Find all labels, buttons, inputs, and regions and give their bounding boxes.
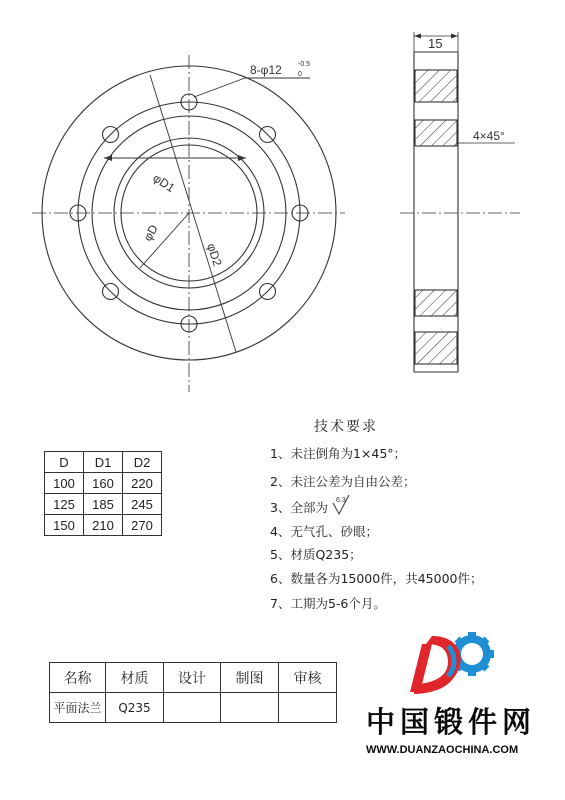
req-item-6: 6、数量各为15000件，共45000件；: [270, 571, 483, 586]
section-hatch: [415, 120, 457, 146]
roughness-symbol-icon: [332, 494, 356, 516]
table-header: D1: [84, 452, 123, 473]
table-cell: 220: [123, 473, 162, 494]
dia-d-label: φD: [140, 222, 161, 244]
hole-leader: [194, 78, 245, 97]
part-name: 平面法兰: [50, 693, 106, 723]
front-view-labels: [140, 61, 310, 268]
site-name-cn: 中国锻件网: [366, 705, 537, 739]
table-cell: 160: [84, 473, 123, 494]
table-header: D: [45, 452, 84, 473]
title-block-header: 审核: [279, 663, 337, 693]
tech-title: 技术要求: [314, 419, 378, 435]
section-hatch: [415, 290, 457, 316]
table-cell: 210: [84, 515, 123, 536]
table-row: [45, 515, 162, 536]
table-row: [45, 473, 162, 494]
table-header-row: [45, 452, 162, 473]
site-url: WWW.DUANZAOCHINA.COM: [366, 744, 519, 756]
chamfer-label: 4×45°: [473, 129, 505, 143]
title-block-header: 制图: [221, 663, 279, 693]
req-item-2: 2、未注公差为自由公差；: [270, 474, 416, 489]
table-header: D2: [123, 452, 162, 473]
dia-d2-label: φD2: [204, 241, 225, 268]
dia-d1-label: φD1: [150, 170, 178, 196]
table-cell: 150: [45, 515, 84, 536]
roughness-value: 6.3: [335, 497, 346, 504]
req-item-3-text: 3、全部为: [270, 500, 328, 515]
req-item-5: 5、材质Q235；: [270, 547, 362, 562]
title-block-header: 材质: [106, 663, 164, 693]
table-cell: 125: [45, 494, 84, 515]
req-item-4: 4、无气孔、砂眼；: [270, 524, 378, 539]
title-block-header: 名称: [50, 663, 106, 693]
table-cell: 100: [45, 473, 84, 494]
req-item-7: 7、工期为5-6个月。: [270, 596, 386, 611]
reviewer: [279, 693, 337, 723]
table-cell: 245: [123, 494, 162, 515]
drafter: [221, 693, 279, 723]
table-row: [45, 494, 162, 515]
section-hatch: [415, 70, 457, 102]
designer: [164, 693, 221, 723]
hole-tol-lower: 0: [298, 71, 302, 78]
req-item-1: 1、未注倒角为1×45°；: [270, 446, 407, 461]
table-cell: 185: [84, 494, 123, 515]
logo-d-mark: [410, 636, 461, 694]
material: Q235: [106, 693, 164, 723]
thickness-label: 15: [428, 36, 443, 51]
title-block-value-row: [50, 693, 337, 723]
dimension-table: [44, 451, 162, 536]
table-cell: 270: [123, 515, 162, 536]
title-block-header: 设计: [164, 663, 221, 693]
hole-callout: 8-φ12: [250, 63, 282, 77]
title-block-header-row: [50, 663, 337, 693]
section-hatch: [415, 332, 457, 364]
front-view: [32, 55, 345, 392]
title-block: [49, 662, 337, 723]
req-item-3: [270, 494, 356, 516]
hole-tol-upper: -0.5: [298, 61, 311, 68]
section-view: [400, 32, 520, 372]
